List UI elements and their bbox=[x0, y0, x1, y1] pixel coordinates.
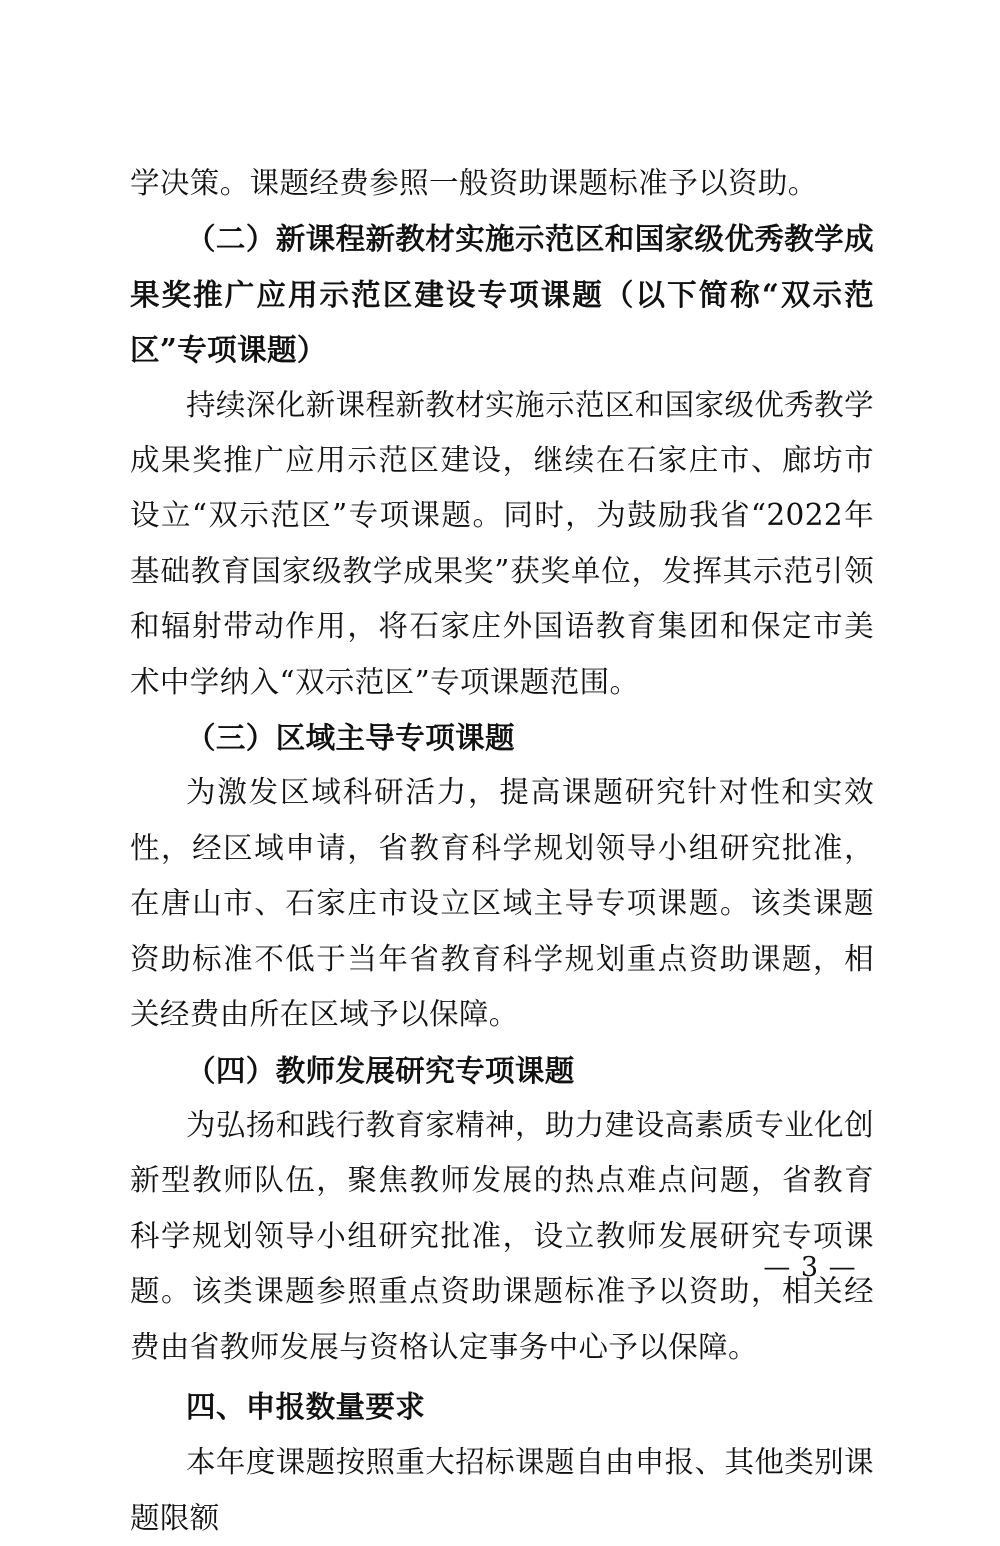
page-number: — 3 — bbox=[763, 1252, 857, 1283]
paragraph-demo-zone: 持续深化新课程新教材实施示范区和国家级优秀教学成果奖推广应用示范区建设，继续在石家庄市、廊坊市设立“双示范区”专项课题。同时，为鼓励我省“2022年基础教育国家级教学成果奖”获奖单位，发挥其示范引领和辐射带动作用，将石家庄外国语教育集团和保定市美术中学纳入“双示范区”专项课题范围。 bbox=[130, 387, 874, 699]
paragraph-teacher-development: 为弘扬和践行教育家精神，助力建设高素质专业化创新型教师队伍，聚焦教师发展的热点难点问题，省教育科学规划领导小组研究批准，设立教师发展研究专项课题。该类课题参照重点资助课题标准予以资助，相关经费由省教师发展与资格认定事务中心予以保障。 bbox=[130, 1107, 874, 1364]
paragraph-continuation: 学决策。课题经费参照一般资助课题标准予以资助。 bbox=[130, 166, 818, 200]
paragraph-quantity: 本年度课题按照重大招标课题自由申报、其他类别课题限额 bbox=[130, 1445, 874, 1535]
subheading-3: （三）区域主导专项课题 bbox=[186, 720, 515, 756]
section-heading-4: 四、申报数量要求 bbox=[186, 1389, 426, 1424]
document-page bbox=[130, 156, 874, 1546]
subheading-2: （二）新课程新教材实施示范区和国家级优秀教学成果奖推广应用示范区建设专项课题（以下简称“双示范区”专项课题） bbox=[130, 221, 874, 368]
paragraph-regional: 为激发区域科研活力，提高课题研究针对性和实效性，经区域申请，省教育科学规划领导小组研究批准，在唐山市、石家庄市设立区域主导专项课题。该类课题资助标准不低于当年省教育科学规划重点资助课题，相关经费由所在区域予以保障。 bbox=[130, 775, 874, 1032]
subheading-4: （四）教师发展研究专项课题 bbox=[186, 1052, 575, 1088]
